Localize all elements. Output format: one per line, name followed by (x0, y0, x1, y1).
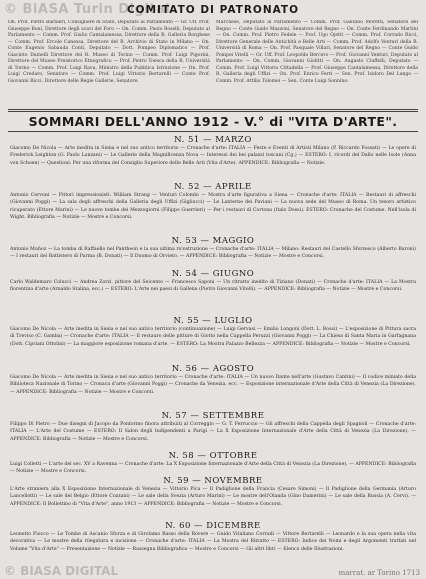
issue-contents: Giacomo De Nicola — Arte inedita in Siena e nel suo antico territorio (continuazione) — Luigi Gervasi — Emilio Longoni (Dott. L. Bossi) — L'esposizione di Pittura sacra di Treviso (C. Gamba) — Cronache d'arte: ITALIA — Il restauro delle pitture di Giotto nella Cappella Peruzzi (Giovanni Poggi) — La Chiesa di Santa Maria in Garfagnana (Dott. Cipriani Ottolini) — La maggiore esposizione romana d'arte. — ESTERO: La Mostra Palazzo Bellezza — APPENDICE: Bibliografia — Notizie — Mostre e Concorsi. (10, 327, 416, 347)
issue-contents: Antonio Muñoz — La tomba di Raffaello nel Pantheon e la sua ultima ricostruzione — Cronache d'arte: ITALIA — Milano: Restauri del Castello Sforzesco (Alberto Baroni) — I restauri del Battistero di Parma (B. Donati) — Il Duomo di Orvieto. — APPENDICE: Bibliografia — Notizie — Mostre e Concorsi. (10, 247, 416, 260)
issue-contents: Filippo Di Pietro — Due disegni di Jacopo da Pontormo finora attribuiti al Correggio — G. T. Ferruccio — Gli affreschi della Cappella degli Spagnoli — Cronache d'arte: ITALIA — L'Arte del Costume — ESTERO: Il Salon degli Indipendenti a Parigi — La X Esposizione Internazionale d'Arte della Città di Venezia (La Direzione). — APPENDICE: Bibliografia — Notizie — Mostre e Concorsi. (10, 422, 416, 442)
issue-block-maggio (10, 236, 416, 268)
comitato-columns (8, 20, 418, 108)
divider-top-2 (8, 111, 418, 112)
issue-heading: N. 56 — AGOSTO (171, 364, 255, 374)
issue-contents: Antonio Cervoni — Pittori impressionisti: William Strang — Venturi Colombi — Mostra d'arte figurativa a Siena — Cronache d'arte: ITALIA — Restauri di affreschi (Giovanni Poggi) — La sala degli affreschi della Galleria degli Uffizi (Gigliucci) — Le Lanterne dei Paviani — La nuova sede del Museo di Roma. Un tesoro artistico ricuperato (Ettore Marini) — Le nuove tombe dei Mezzogiorni (Filippo Guerrieri) — Per i restauri di Cortona (Italo Dossi). ESTERO: Cronache del Costume. Nell'isola di Wight. Bibliografia — Notizie — Mostre e Concorsi. (10, 193, 416, 221)
watermark-bottom: © BIASA DIGITAL (4, 564, 119, 578)
issue-contents: Giacomo De Nicola — Arte inedita in Siena e nel suo antico territorio — Cronache d'arte: ITALIA — Feste e Eventi di Artisti Milano (P. Riccardo Fossati) — Le opere di Frederick Leighton (G. Paolo Lanzani) — Le Gallerie della Magnificenza Nova — Interessi dei bei palazzi toscani (Cg.) — ESTERO: I, ricordi del Dallo nelle Isole (Anna von Schoen) — Questioni: Per una riforma del Consiglio Superiore delle Belle Arti (Vita d'Arte). APPENDICE: Bibliografia — Notizie. (10, 146, 416, 166)
divider-top (8, 109, 418, 110)
issue-block-novembre (10, 476, 416, 523)
issue-block-settembre (10, 411, 416, 451)
issue-contents: Luigi Colletti — L'arte del sec. XV a Ravenna — Cronache d'arte: La X Esposizione Internazionale d'Arte della Città di Venezia (La Direzione). — APPENDICE: Bibliografia — Notizie — Mostre e Concorsi. (10, 462, 416, 475)
watermark-top: © BiASA Turin Digital (4, 2, 171, 17)
issue-heading: N. 52 — APRILE (174, 182, 252, 192)
issue-heading: N. 54 — GIUGNO (171, 269, 255, 279)
issue-contents: Carlo Waldemaro Colucci — Andrea Zorzi, pittore del Seicento — Francesco Saponi — Un ritratto inedito di Tiziano (Donati) — Cronache d'arte: ITALIA — La Mostra fiorentina d'arte (Arnaldo Stalina, ecc.) — ESTERO: L'Arte nei paesi di Gallena (Pietro Giovanni Vitelli). — APPENDICE: Bibliografia — Notizie — Mostre e Concorsi. (10, 280, 416, 293)
issue-heading: N. 51 — MARZO (174, 135, 252, 145)
issue-heading: N. 59 — NOVEMBRE (163, 476, 263, 486)
page-title: SOMMARI DELL'ANNO 1912 - V.° di "VITA D'ARTE". (28, 114, 398, 129)
issue-heading: N. 55 — LUGLIO (173, 316, 253, 326)
issue-block-dicembre (10, 521, 416, 568)
issue-heading: N. 58 — OTTOBRE (168, 451, 258, 461)
issue-heading: N. 60 — DICEMBRE (165, 521, 261, 531)
issue-heading: N. 53 — MAGGIO (171, 236, 255, 246)
issue-contents: L'Arte straniera alla X Esposizione Internazionale di Venezia — Vittorio Pica — Il Padiglione della Francia (Cesare Simoni) — Il Padiglione della Germania (Arturo Lancellotti) — Le sale del Belgio (Ettore Cozzani) — Le sale della Svezia (Arturo Marini) — Le mostre dell'Olanda (Gino Damerini) — Le sale della Russia (A. Cervi). — APPENDICE: Il Bollettino di "Vita d'Arte", anno 1913 — APPENDICE: Bibliografia — Notizie — Mostre e Concorsi. (10, 487, 416, 507)
comitato-column-right: Marchese, Deputato al Parlamento — Comm. Prof. Gaetano Moretti, Senatore del Regno — Conte Guido Mazzoni, Senatore del Regno — On. Conte Ferdinando Martini — On. Comm. Prof. Pietro Fedele — Prof. Ugo Ojetti — Comm. Prof. Corrado Ricci, Direttore Generale delle Antichità e Belle Arti — Comm. Prof. Adolfo Venturi della R. Università di Roma — On. Prof. Pasquale Villari, Senatore del Regno — Conte Guido Pompei Vitelli — Gr. Uff. Prof. Leopoldo Bercero — Prof. Giovanni Venturi, Deputato al Parlamento — On. Comm. Giovanni Giolitti — On. Augusto Ciuffelli, Deputato — Comm. Prof. Luigi Vittorio Cittadella — Prof. Giuseppe Cantalamessa, Direttore della R. Galleria degli Uffizi — On. Prof. Enrico Ferri — Sen. Prof. Isidoro Del Lungo — Comm. Prof. Attilio Tolomei — Sen. Conte Luigi Sonnino. (216, 20, 418, 84)
comitato-column-left: On. Prof. Pietro Barbieri, Consigliere di Stato, Deputato al Parlamento — Gr. Uff. Prof. Giuseppe Boni, Direttore degli scavi del Foro — On. Comm. Paolo Boselli, Deputato al Parlamento — Comm. Prof. Giulio Cantalamessa, Direttore della R. Galleria Borghese — Comm. Prof. Ercole Canessa, Direttore del R. Archivio di Stato in Milano — On. Conte Eugenio Sabauda Conti, Deputato — Dott. Pompeo Diplomatico — Prof. Giacinto Dainelli Direttore del R. Museo di Torino — Comm. Prof. Luigi Pigorini, Direttore del Museo Preistorico Etnografico — Prof. Pietro Toesca della R. Università di Torino — Comm. Prof. Luigi Rava, Ministro della Pubblica Istruzione — On. Prof. Luigi Credaro, Senatore — Comm. Prof. Luigi Vittorio Bertarelli — Conte Prof. Giovanni Ricci, Direttore delle Regie Gallerie, Senatore. (8, 20, 210, 84)
divider-title (8, 131, 418, 132)
footer-note: marrat. ar Torino 1713 (338, 569, 420, 577)
issue-block-marzo (10, 135, 416, 182)
comitato-title: COMITATO DI PATRONATO (126, 4, 300, 16)
issue-block-luglio (10, 316, 416, 363)
issue-block-aprile (10, 182, 416, 236)
issue-block-agosto (10, 364, 416, 411)
issue-block-ottobre (10, 451, 416, 476)
issue-block-giugno (10, 269, 416, 316)
issue-contents: Leonetto Fiocco — Le Tombe di Ascanio Sforza e di Girolamo Basso della Rovere — Guido Vitaliano Corradi — Vittore Bertarelli — Leonardo e la sua opera nella vita decorativa — Le mostre della rilegatura e incisione — Cronache d'arte: ITALIA — La Mostra del Ritratto — ESTERO: Indice dei Nomi e degli Argomenti trattati nel Volume "Vita d'Arte" — Presentazione — Notizie — Rassegna Bibliografica — Mostre e Concorsi — Gli altri libri — Elenco delle Illustrazioni. (10, 532, 416, 552)
issue-heading: N. 57 — SETTEMBRE (161, 411, 265, 421)
issue-contents: Giacomo De Nicola — Arte inedita in Siena e nel suo antico territorio — Cronache d'arte: ITALIA — Un nuovo Dante nell'arte (Gustavo Cantini) — Il codice miniato della Biblioteca Nazionale di Torino — Cronaca d'arte (Giovanni Poggi) — Cronache da Venezia, ecc. — Esposizione internazionale d'Arte della Città di Venezia (La Direzione). — APPENDICE: Bibliografia — Notizie — Mostre e Concorsi. (10, 375, 416, 395)
